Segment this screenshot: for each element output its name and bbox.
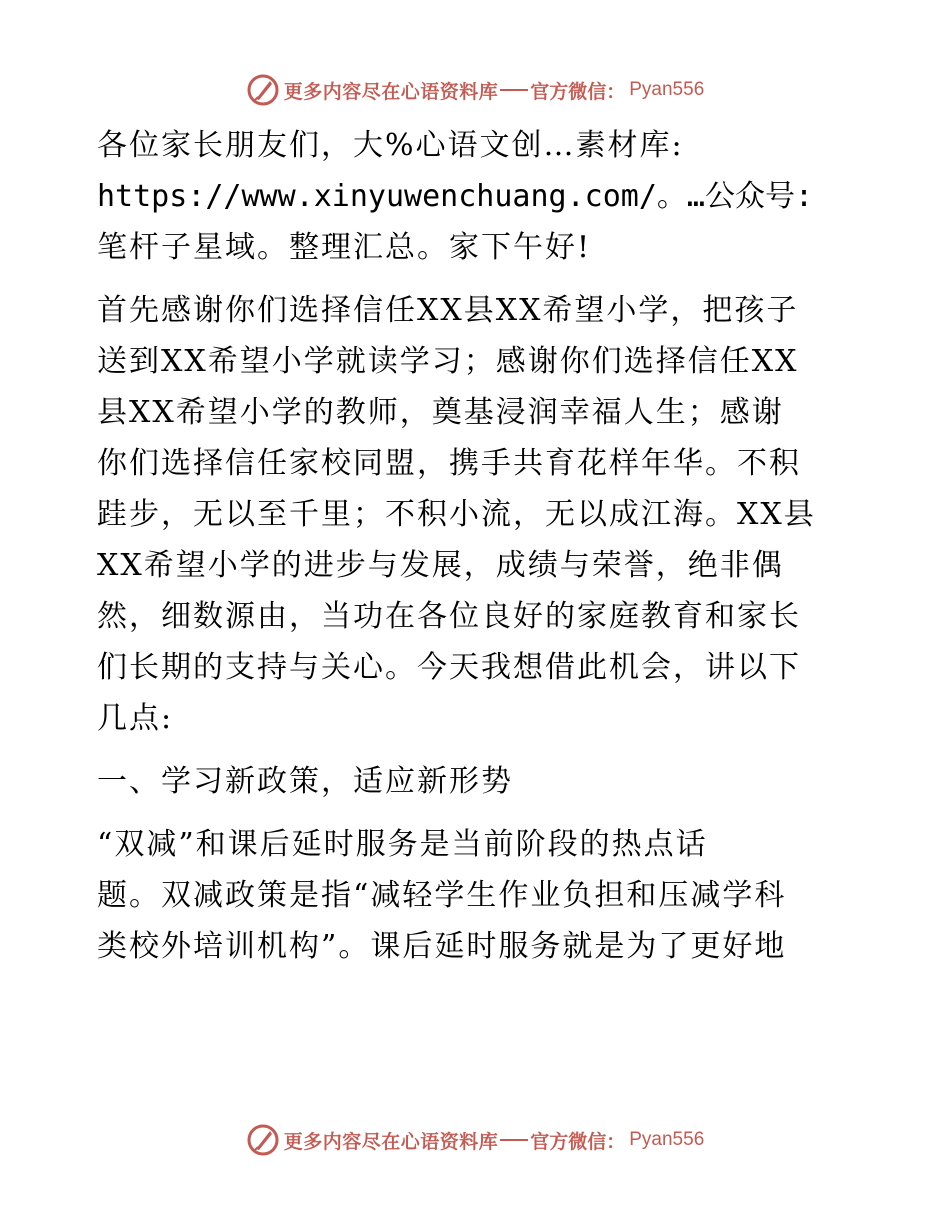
document-body — [97, 120, 867, 972]
watermark-wechat-id: Pyan556 — [629, 79, 705, 100]
text-line: 然，细数源由，当功在各位良好的家庭教育和家长 — [97, 599, 801, 634]
paragraph-thanks — [97, 285, 867, 744]
text-line: 送到XX希望小学就读学习；感谢你们选择信任XX — [97, 344, 799, 379]
watermark-dash — [500, 89, 528, 91]
header-watermark — [0, 70, 950, 110]
quill-logo-icon — [246, 1123, 280, 1157]
text-line: 笔杆子星域。整理汇总。家下午好! — [97, 230, 592, 265]
watermark-main-text: 更多内容尽在心语资料库 — [283, 80, 499, 103]
text-line: 你们选择信任家校同盟，携手共育花样年华。不积 — [97, 446, 801, 481]
text-line: “双减”和课后延时服务是当前阶段的热点话 — [97, 827, 708, 862]
text-line: 跬步，无以至千里；不积小流，无以成江海。XX县 — [97, 497, 816, 532]
text-line: 首先感谢你们选择信任XX县XX希望小学，把孩子 — [97, 293, 799, 328]
text-line: 题。双减政策是指“减轻学生作业负担和压减学科 — [97, 878, 787, 913]
watermark-wechat-id: Pyan556 — [629, 1129, 705, 1150]
text-line: 县XX希望小学的教师，奠基浸润幸福人生；感谢 — [97, 395, 784, 430]
text-line: 几点: — [97, 701, 174, 736]
text-line: 们长期的支持与关心。今天我想借此机会，讲以下 — [97, 650, 801, 685]
text-line: 类校外培训机构”。课后延时服务就是为了更好地 — [97, 929, 787, 964]
watermark-official-label: 官方微信： — [530, 80, 626, 103]
heading-line: 一、学习新政策，适应新形势 — [97, 764, 513, 799]
watermark-official-label: 官方微信： — [530, 1130, 626, 1153]
text-line: XX希望小学的进步与发展，成绩与荣誉，绝非偶 — [97, 548, 784, 583]
text-line: 各位家长朋友们，大%心语文创…素材库: — [97, 128, 684, 163]
text-line-url: https://www.xinyuwenchuang.com/。…公众号: — [97, 179, 814, 214]
paragraph-greeting — [97, 120, 867, 273]
quill-logo-icon — [246, 73, 280, 107]
paragraph-double-reduction — [97, 819, 867, 972]
footer-watermark — [0, 1120, 950, 1160]
watermark-main-text: 更多内容尽在心语资料库 — [283, 1130, 499, 1153]
section-heading — [97, 756, 867, 807]
watermark-dash — [500, 1139, 528, 1141]
